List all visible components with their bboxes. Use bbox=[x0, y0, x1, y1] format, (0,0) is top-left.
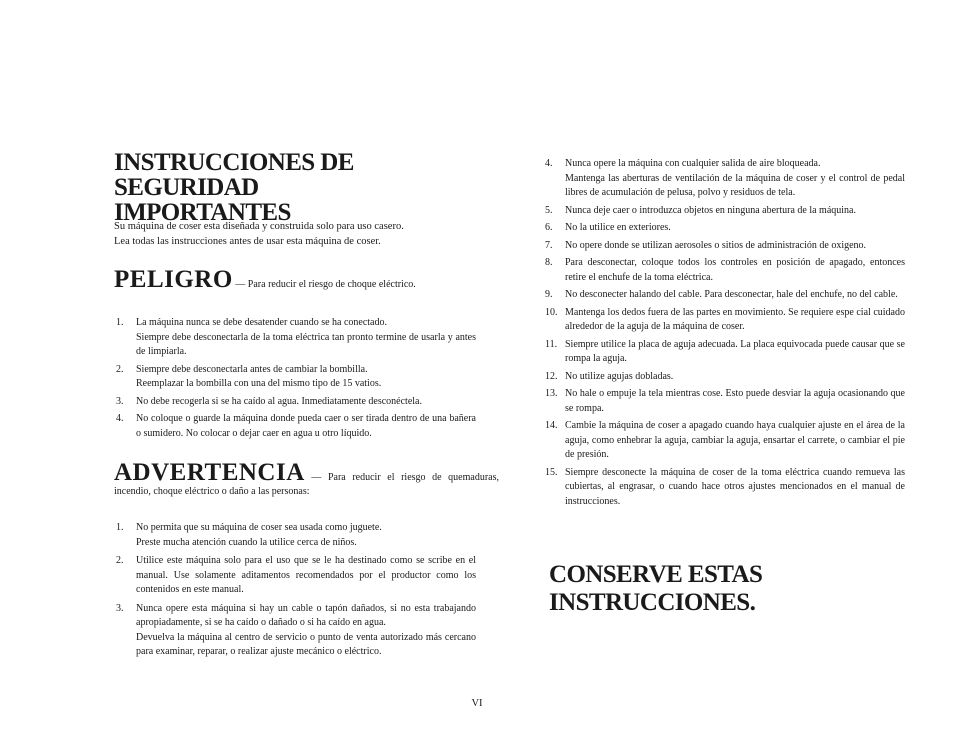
item-text: Devuelva la máquina al centro de servicio o punto de venta autorizado más cercano para examinar, reparar, o realizar ajuste mecánico o eléctrico. bbox=[136, 631, 476, 657]
item-number: 9. bbox=[545, 289, 553, 300]
intro-line-2: Lea todas las instrucciones antes de usar esta máquina de coser. bbox=[114, 236, 381, 247]
item-number: 10. bbox=[545, 306, 558, 318]
list-item bbox=[545, 419, 905, 463]
list-item bbox=[545, 370, 905, 385]
peligro-list bbox=[116, 316, 476, 441]
item-number: 11. bbox=[545, 338, 558, 350]
continued-list bbox=[545, 157, 905, 509]
page-title bbox=[114, 150, 494, 225]
item-text: No debe recogerla si se ha caído al agua. Inmediatamente desconéctela. bbox=[136, 395, 422, 407]
item-text: Mantenga los dedos fuera de las partes en movimiento. Se requiere espe cial cuidado alrededor de la aguja de la máquina de coser. bbox=[565, 306, 905, 332]
title-line-2: IMPORTANTES bbox=[114, 199, 291, 226]
list-item bbox=[116, 521, 476, 550]
list-item bbox=[545, 387, 905, 416]
list-item bbox=[545, 204, 905, 219]
list-item bbox=[545, 221, 905, 236]
item-text: No utilize agujas dobladas. bbox=[565, 370, 674, 382]
intro-line-1: Su máquina de coser esta diseñada y construida solo para uso casero. bbox=[114, 221, 404, 232]
item-text: Siempre desconecte la máquina de coser de la toma eléctrica cuando remueva las cubiertas, al engrasar, o cuando hace otros ajustes mencionados en el manual de instrucciones. bbox=[565, 466, 905, 507]
item-text: Nunca opere esta máquina si hay un cable o tapón dañados, si no esta trabajando apropiadamente, si se ha caído o dañado o si ha caído en agua. bbox=[136, 602, 476, 628]
peligro-suffix: — Para reducir el riesgo de choque eléctrico. bbox=[232, 279, 416, 290]
item-number: 5. bbox=[545, 204, 553, 216]
list-item bbox=[116, 602, 476, 660]
item-text: No hale o empuje la tela mientras cose. Esto puede desviar la aguja ocasionando que se rompa. bbox=[565, 388, 905, 414]
list-item bbox=[545, 157, 905, 201]
item-number: 3. bbox=[116, 602, 124, 614]
list-item bbox=[545, 466, 905, 510]
item-text: Siempre utilice la placa de aguja adecuada. La placa equivocada puede causar que se rompa la aguja. bbox=[565, 338, 905, 364]
item-number: 8. bbox=[545, 257, 553, 268]
list-item bbox=[545, 338, 905, 367]
item-text: No coloque o guarde la máquina donde pueda caer o ser tirada dentro de una bañera o sumidero. No colocar o dejar caer en agua u otro líquido. bbox=[136, 413, 476, 439]
advertencia-list bbox=[116, 521, 476, 660]
item-number: 4. bbox=[116, 413, 124, 424]
item-number: 6. bbox=[545, 222, 553, 233]
item-text: No permita que su máquina de coser sea usada como juguete. bbox=[136, 522, 382, 533]
item-number: 3. bbox=[116, 395, 124, 407]
closing-heading: CONSERVE ESTAS INSTRUCCIONES. bbox=[549, 561, 763, 616]
item-text: Mantenga las aberturas de ventilación de la máquina de coser y el control de pedal libres de acumulación de pelusa, polvo y residuos de tela. bbox=[565, 172, 905, 198]
list-item bbox=[116, 316, 476, 360]
item-text: Siempre debe desconectarla de la toma eléctrica tan pronto termine de usarla y antes de limpiarla. bbox=[136, 331, 476, 357]
item-text: Cambie la máquina de coser a apagado cuando haya cualquier ajuste en el área de la aguja, como enhebrar la aguja, cambiar la aguja, ensartar el carrete, o cambiar el pie de presión. bbox=[565, 420, 905, 460]
intro-text bbox=[114, 219, 494, 249]
item-number: 4. bbox=[545, 158, 553, 169]
list-item bbox=[116, 363, 476, 392]
item-text: No opere donde se utilizan aerosoles o sitios de administración de oxigeno. bbox=[565, 239, 867, 251]
item-number: 7. bbox=[545, 239, 553, 251]
item-number: 13. bbox=[545, 388, 558, 399]
list-item bbox=[116, 412, 476, 441]
item-text: Nunca deje caer o introduzca objetos en ninguna abertura de la máquina. bbox=[565, 204, 856, 216]
item-text: No la utilice en exteriores. bbox=[565, 222, 671, 233]
item-text: Siempre debe desconectarla antes de cambiar la bombilla. bbox=[136, 363, 368, 375]
list-item bbox=[545, 239, 905, 254]
item-text: Preste mucha atención cuando la utilice cerca de niños. bbox=[136, 536, 357, 548]
item-number: 12. bbox=[545, 370, 558, 382]
page-number: VI bbox=[471, 698, 483, 709]
list-item bbox=[545, 256, 905, 285]
item-number: 2. bbox=[116, 363, 124, 375]
item-number: 1. bbox=[116, 317, 124, 328]
title-line-1: INSTRUCCIONES DE SEGURIDAD bbox=[114, 149, 354, 201]
list-item bbox=[116, 395, 476, 410]
list-item bbox=[545, 306, 905, 335]
item-number: 2. bbox=[116, 555, 124, 566]
list-item bbox=[116, 554, 476, 598]
advertencia-suffix: — Para reducir el riesgo de quemaduras, incendio, choque eléctrico o daño a las personas: bbox=[114, 472, 499, 497]
advertencia-heading bbox=[114, 459, 499, 499]
peligro-heading bbox=[114, 266, 499, 293]
item-text: Utilice este máquina solo para el uso que se le ha destinado como se scribe en el manual. Use solamente aditamentos recomendados por el productor como los contenidos en este manual. bbox=[136, 555, 476, 595]
item-text: La máquina nunca se debe desatender cuando se ha conectado. bbox=[136, 317, 387, 328]
item-text: No desconecter halando del cable. Para desconectar, hale del enchufe, no del cable. bbox=[565, 289, 898, 300]
item-number: 14. bbox=[545, 420, 558, 431]
list-item bbox=[545, 288, 905, 303]
item-text: Para desconectar, coloque todos los controles en posición de apagado, entonces retire el enchufe de la toma eléctrica. bbox=[565, 257, 905, 283]
advertencia-word: ADVERTENCIA bbox=[114, 459, 305, 486]
item-text: Reemplazar la bombilla con una del mismo tipo de 15 vatios. bbox=[136, 378, 382, 389]
peligro-word: PELIGRO bbox=[114, 266, 233, 293]
item-text: Nunca opere la máquina con cualquier salida de aire bloqueada. bbox=[565, 158, 821, 169]
item-number: 15. bbox=[545, 466, 558, 478]
item-number: 1. bbox=[116, 522, 124, 533]
